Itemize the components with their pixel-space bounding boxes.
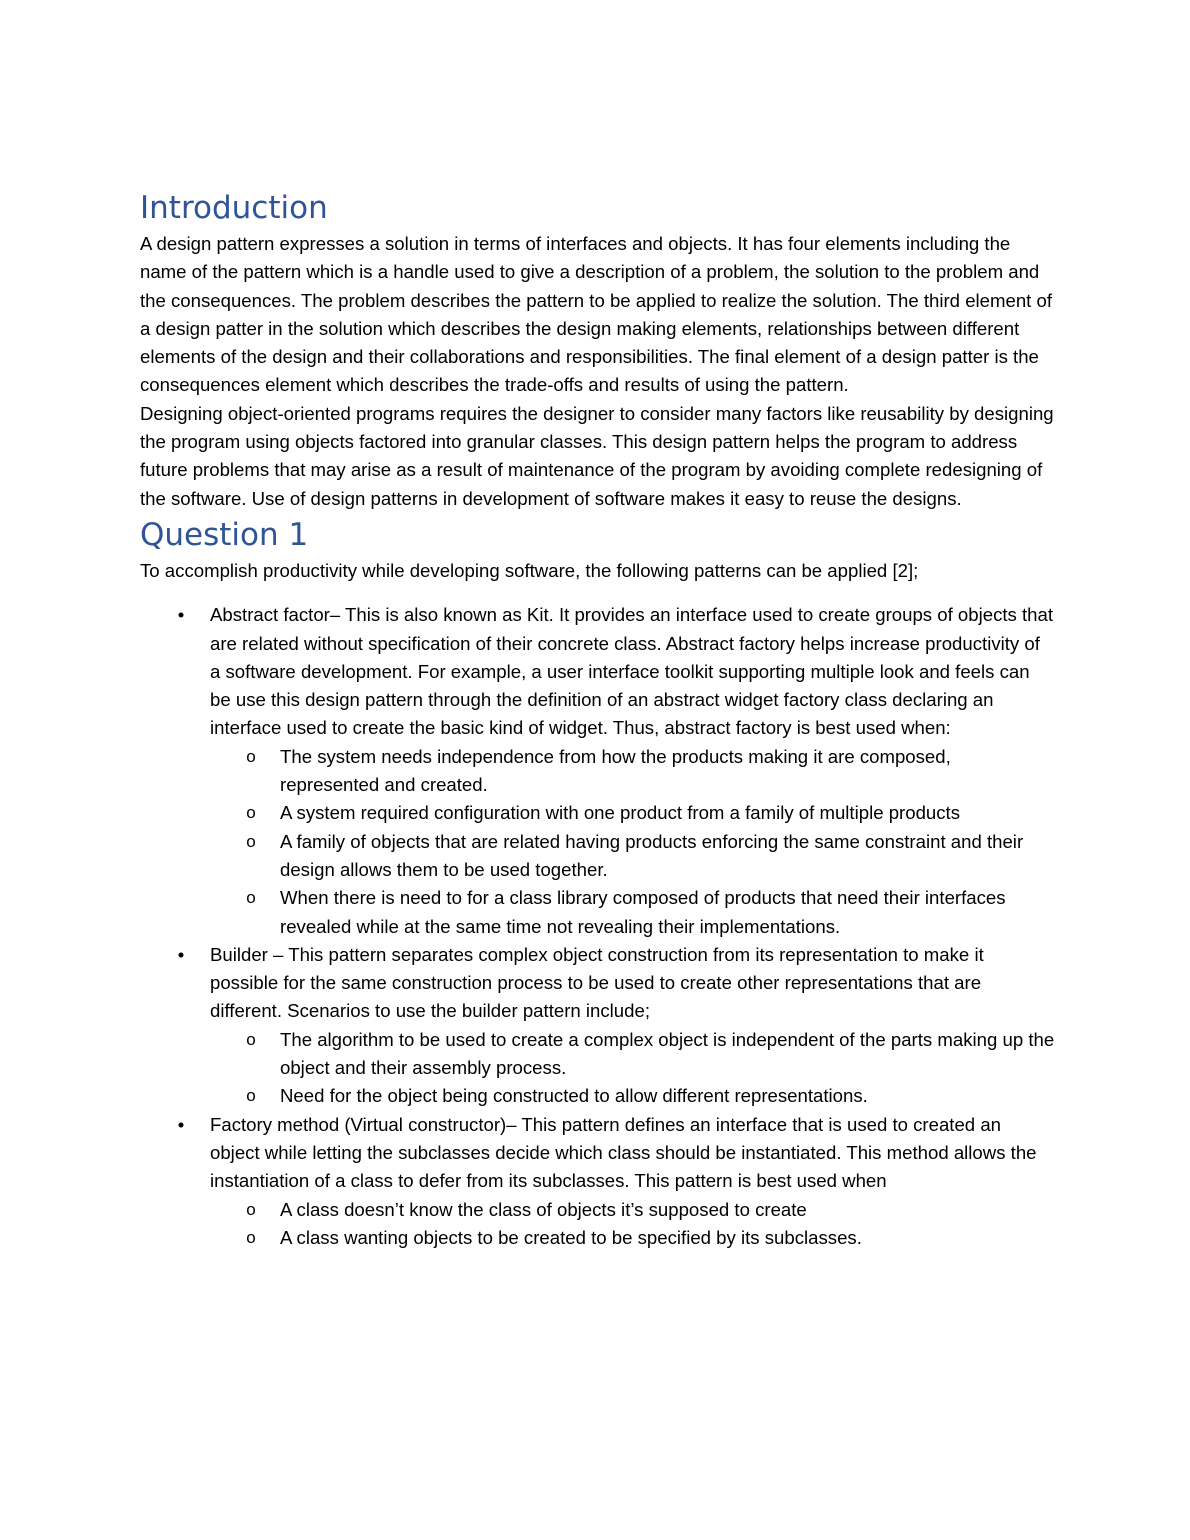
bullet-icon: •	[177, 943, 185, 965]
list-item-builder	[140, 941, 1055, 1111]
intro-paragraph-1: A design pattern expresses a solution in terms of interfaces and objects. It has four elements including the name of the pattern which is a handle used to give a description of a problem, the solution to the problem and the consequences. The problem describes the pattern to be applied to realize the solution. The third element of a design patter in the solution which describes the design making elements, relationships between different elements of the design and their collaborations and responsibilities. The final element of a design patter is the consequences element which describes the trade-offs and results of using the pattern.	[140, 233, 1053, 396]
sub-list-item	[210, 799, 1055, 827]
circle-bullet-icon: o	[246, 1029, 256, 1049]
sub-list-item-text: A class doesn’t know the class of objects it’s supposed to create	[280, 1198, 807, 1220]
intro-paragraph-2: Designing object-oriented programs requires the designer to consider many factors like reusability by designing the program using objects factored into granular classes. This design pattern helps the program to address future problems that may arise as a result of maintenance of the program by avoiding complete redesigning of the software. Use of design patterns in development of software makes it easy to reuse the designs.	[140, 402, 1054, 509]
question-1-heading: Question 1	[140, 516, 309, 553]
circle-bullet-icon: o	[246, 1227, 256, 1247]
circle-bullet-icon: o	[246, 1086, 256, 1106]
circle-bullet-icon: o	[246, 831, 256, 851]
list-item-text: Builder – This pattern separates complex object construction from its representation to make it possible for the same construction process to be used to create other representations that are different. Scenarios to use the builder pattern include;	[210, 943, 984, 1022]
sub-list-item-text: A family of objects that are related having products enforcing the same constraint and their design allows them to be used together.	[280, 830, 1024, 880]
document-page	[140, 186, 1055, 1252]
sub-list-item-text: A class wanting objects to be created to be specified by its subclasses.	[280, 1226, 862, 1248]
list-item-factory-method	[140, 1111, 1055, 1252]
sub-list-item	[210, 743, 1055, 800]
sub-list-item	[210, 884, 1055, 941]
circle-bullet-icon: o	[246, 1199, 256, 1219]
sub-list-item	[210, 828, 1055, 885]
circle-bullet-icon: o	[246, 888, 256, 908]
list-item-text: Abstract factor– This is also known as Kit. It provides an interface used to create groups of objects that are related without specification of their concrete class. Abstract factory helps increase productivity of a software development. For example, a user interface toolkit supporting multiple look and feels can be use this design pattern through the definition of an abstract widget factory class declaring an interface used to create the basic kind of widget. Thus, abstract factory is best used when:	[210, 604, 1054, 739]
sub-list-item	[210, 1196, 1055, 1224]
sub-list-item-text: When there is need to for a class library composed of products that need their interfaces revealed while at the same time not revealing their implementations.	[280, 887, 1006, 937]
circle-bullet-icon: o	[246, 746, 256, 766]
sub-list-item-text: A system required configuration with one product from a family of multiple products	[280, 802, 961, 824]
question-1-lead: To accomplish productivity while developing software, the following patterns can be applied [2];	[140, 559, 919, 581]
list-item-text: Factory method (Virtual constructor)– This pattern defines an interface that is used to created an object while letting the subclasses decide which class should be instantiated. This method allows the instantiation of a class to defer from its subclasses. This pattern is best used when	[210, 1113, 1037, 1192]
sub-list-item-text: The algorithm to be used to create a complex object is independent of the parts making up the object and their assembly process.	[280, 1028, 1055, 1079]
sub-list	[210, 743, 1055, 941]
list-item-abstract-factory	[140, 601, 1055, 941]
introduction-heading: Introduction	[140, 190, 328, 226]
patterns-list	[140, 601, 1055, 1252]
sub-list-item-text: Need for the object being constructed to allow different representations.	[280, 1085, 868, 1107]
bullet-icon: •	[177, 1113, 185, 1135]
circle-bullet-icon: o	[246, 803, 256, 823]
sub-list-item	[210, 1082, 1055, 1110]
sub-list	[210, 1196, 1055, 1253]
sub-list-item	[210, 1224, 1055, 1252]
bullet-icon: •	[177, 604, 185, 626]
sub-list-item-text: The system needs independence from how the products making it are composed, represented and created.	[280, 745, 951, 796]
sub-list-item	[210, 1026, 1055, 1083]
sub-list	[210, 1026, 1055, 1111]
